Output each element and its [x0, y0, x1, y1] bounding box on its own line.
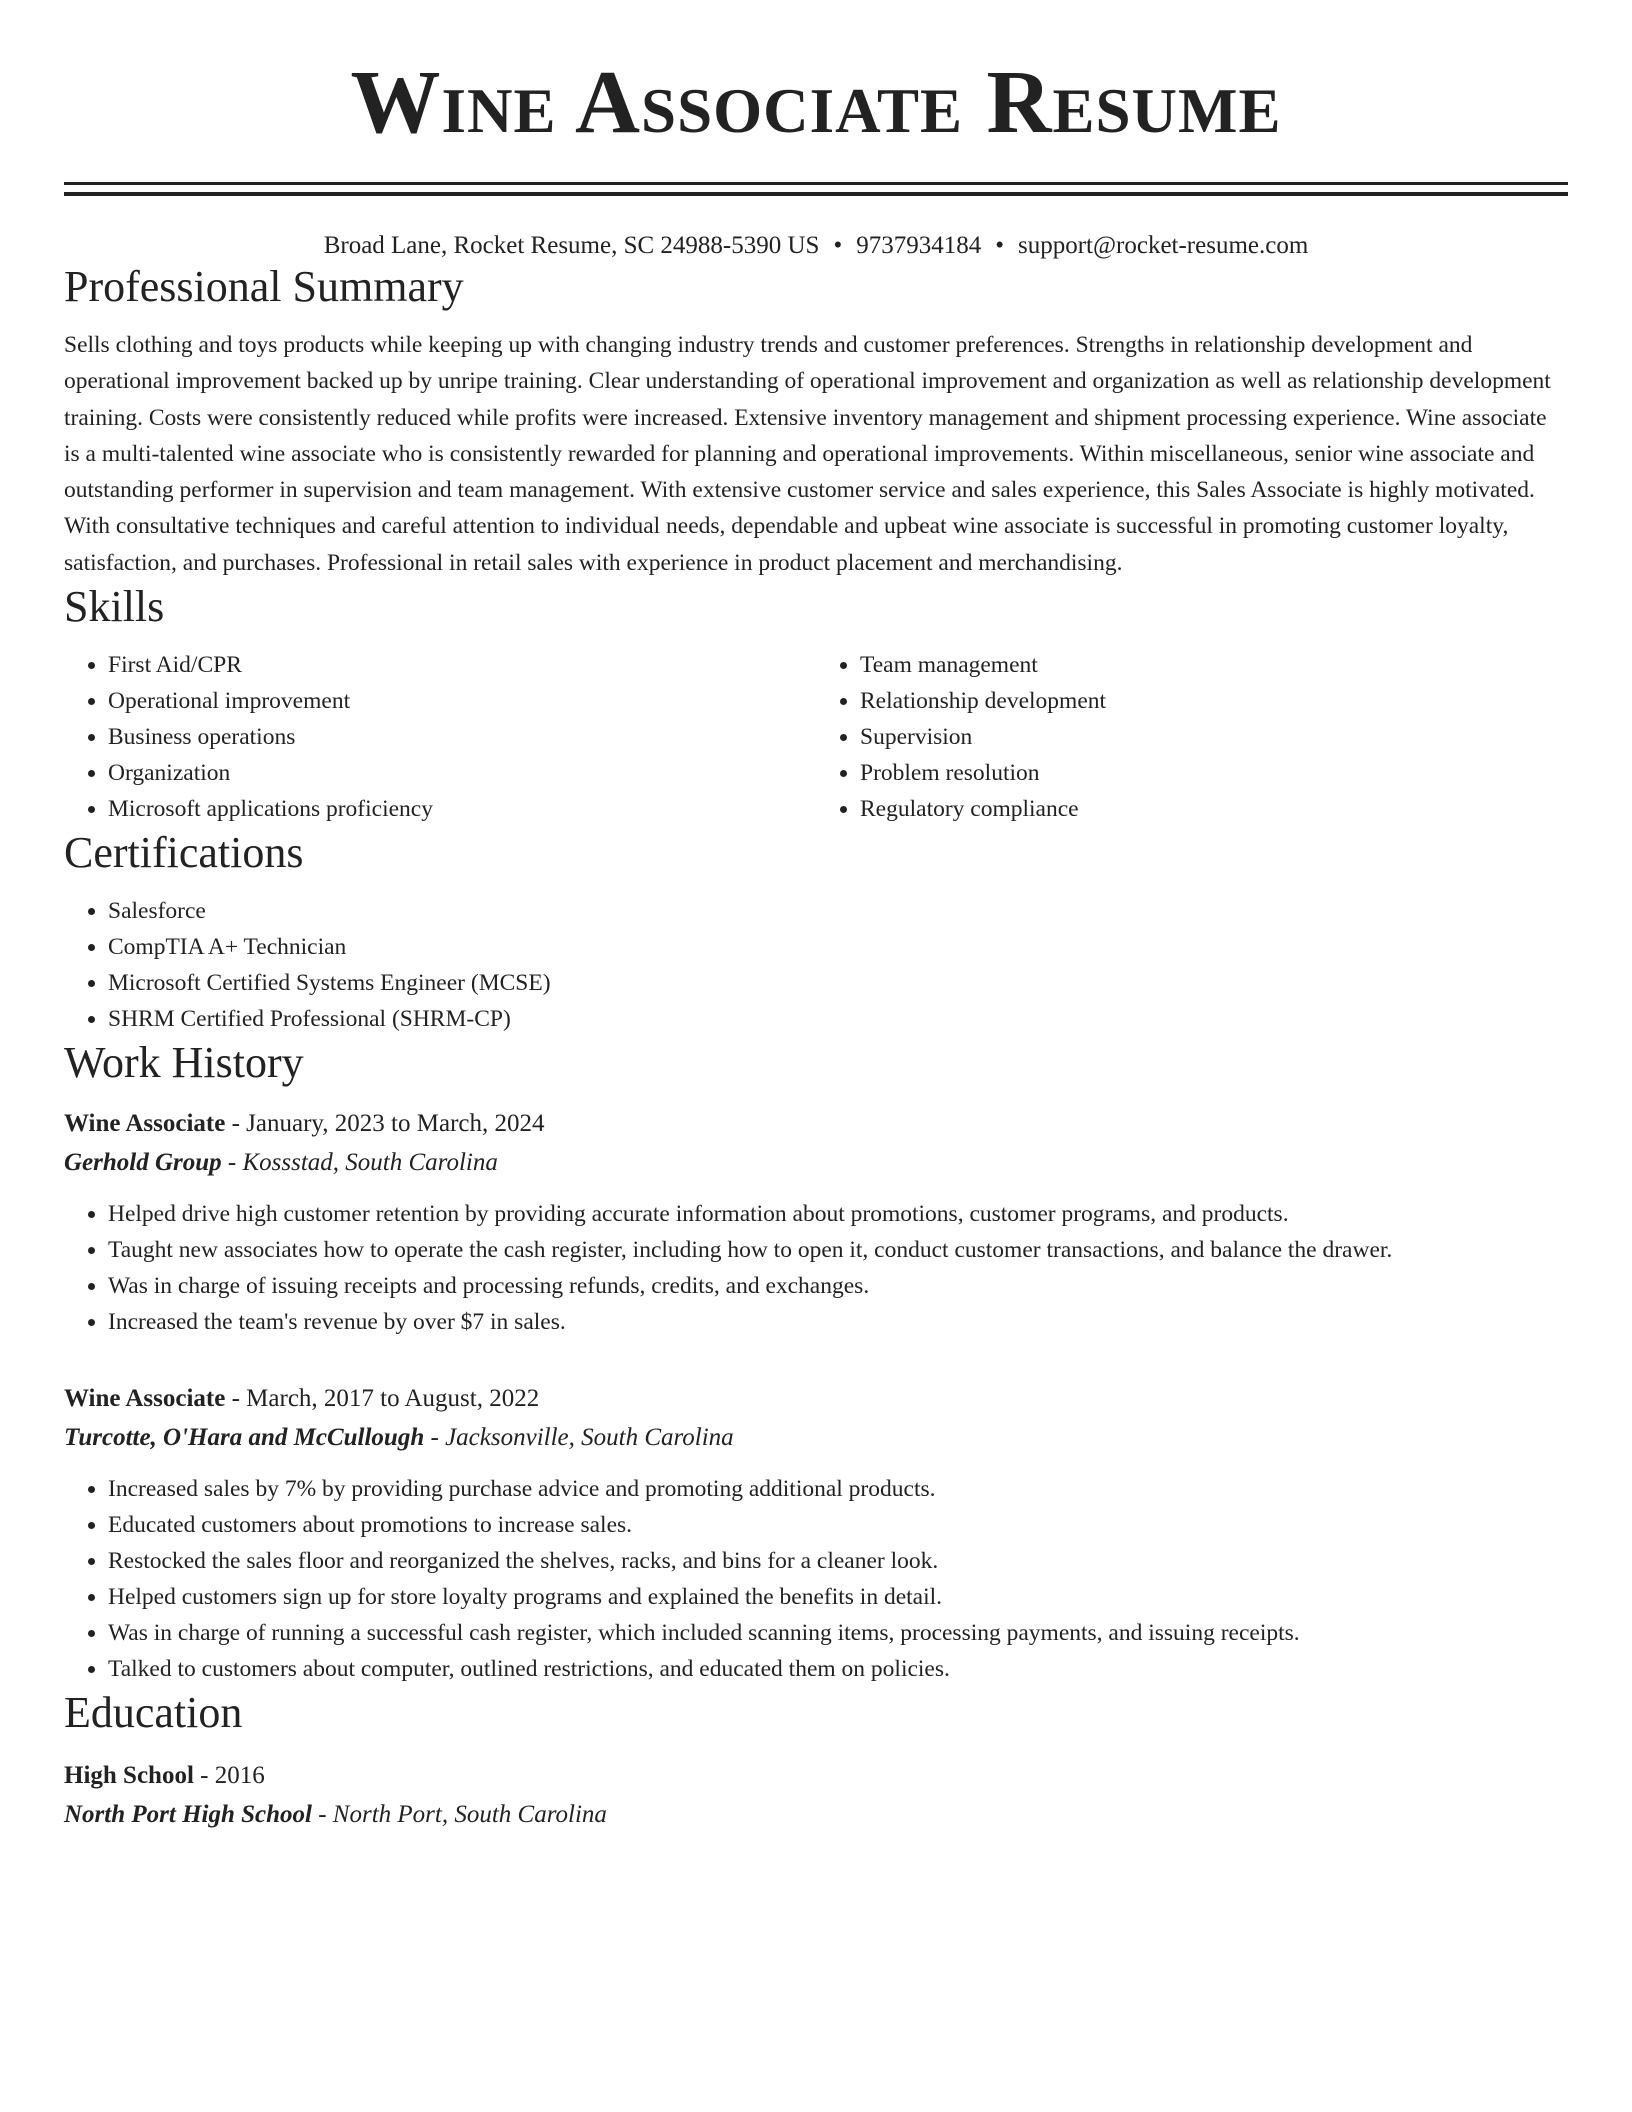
skills-heading: Skills	[64, 582, 165, 632]
job-location: - Kossstad, South Carolina	[221, 1149, 498, 1177]
job-title-line	[64, 1109, 1568, 1139]
list-item: • Taught new associates how to operate the cash register, including how to open it, conduct customer transactions, and balance the drawer.	[108, 1232, 1568, 1268]
list-item: • Relationship development	[860, 683, 1568, 719]
summary-heading: Professional Summary	[64, 262, 464, 311]
job-location: - Jacksonville, South Carolina	[424, 1424, 734, 1452]
list-item: • SHRM Certified Professional (SHRM-CP)	[108, 1001, 1568, 1037]
list-item: • Helped customers sign up for store loyalty programs and explained the benefits in detail.	[108, 1579, 1568, 1615]
education-school: North Port High School	[64, 1801, 312, 1829]
title-divider-bottom	[64, 192, 1568, 196]
certifications-list	[64, 893, 1568, 1037]
job-title: Wine Associate	[64, 1385, 226, 1413]
job-bullets	[64, 1196, 1568, 1340]
list-item: • Problem resolution	[860, 755, 1568, 791]
education-year: - 2016	[193, 1762, 265, 1790]
education-heading: Education	[64, 1688, 243, 1738]
list-item: • Microsoft Certified Systems Engineer (MCSE)	[108, 965, 1568, 1001]
contact-separator: •	[833, 232, 843, 259]
job-company-line	[64, 1423, 1568, 1453]
title-divider-top	[64, 182, 1568, 185]
job-bullets	[64, 1471, 1568, 1687]
list-item: • Restocked the sales floor and reorganized the shelves, racks, and bins for a cleaner look.	[108, 1543, 1568, 1579]
work-history-heading: Work History	[64, 1038, 304, 1088]
contact-line	[64, 231, 1568, 261]
education-school-line	[64, 1800, 1568, 1830]
job-dates: - January, 2023 to March, 2024	[225, 1110, 545, 1138]
skills-list-right	[816, 647, 1568, 827]
list-item: • Educated customers about promotions to increase sales.	[108, 1507, 1568, 1543]
job-entry	[64, 1384, 1568, 1687]
list-item: • Business operations	[108, 719, 816, 755]
list-item: • Team management	[860, 647, 1568, 683]
list-item: • Was in charge of running a successful cash register, which included scanning items, processing payments, and issuing receipts.	[108, 1615, 1568, 1651]
list-item: • Salesforce	[108, 893, 1568, 929]
list-item: • Increased the team's revenue by over $7 in sales.	[108, 1304, 1568, 1340]
job-company: Turcotte, O'Hara and McCullough	[64, 1424, 425, 1452]
certifications-heading: Certifications	[64, 828, 304, 878]
list-item: • CompTIA A+ Technician	[108, 929, 1568, 965]
list-item: • Was in charge of issuing receipts and processing refunds, credits, and exchanges.	[108, 1268, 1568, 1304]
list-item: • Increased sales by 7% by providing purchase advice and promoting additional products.	[108, 1471, 1568, 1507]
skills-columns	[64, 647, 1568, 827]
education-degree: High School	[64, 1762, 194, 1790]
job-title-line	[64, 1384, 1568, 1414]
list-item: • Operational improvement	[108, 683, 816, 719]
skills-list-left	[64, 647, 816, 827]
job-company: Gerhold Group	[64, 1149, 222, 1177]
list-item: • Organization	[108, 755, 816, 791]
education-location: - North Port, South Carolina	[311, 1801, 607, 1829]
list-item: • Talked to customers about computer, outlined restrictions, and educated them on policies.	[108, 1651, 1568, 1687]
list-item: • First Aid/CPR	[108, 647, 816, 683]
list-item: • Microsoft applications proficiency	[108, 791, 816, 827]
job-title: Wine Associate	[64, 1110, 226, 1138]
job-dates: - March, 2017 to August, 2022	[225, 1385, 540, 1413]
list-item: • Helped drive high customer retention by providing accurate information about promotions, customer programs, and products.	[108, 1196, 1568, 1232]
contact-email: support@rocket-resume.com	[1018, 232, 1309, 259]
summary-text: Sells clothing and toys products while keeping up with changing industry trends and customer preferences. Strengths in relationship development and operational improvement backed up by unripe training. Clear understanding of operational improvement and organization as well as relationship development training. Costs were consistently reduced while profits were increased. Extensive inventory management and shipment processing experience. Wine associate is a multi-talented wine associate who is consistently rewarded for planning and operational improvements. Within miscellaneous, senior wine associate and outstanding performer in supervision and team management. With extensive customer service and sales experience, this Sales Associate is highly motivated. With consultative techniques and careful attention to individual needs, dependable and upbeat wine associate is successful in promoting customer loyalty, satisfaction, and purchases. Professional in retail sales with experience in product placement and merchandising.	[64, 332, 1551, 576]
list-item: • Supervision	[860, 719, 1568, 755]
contact-separator: •	[995, 232, 1004, 259]
job-company-line	[64, 1148, 1568, 1178]
job-entry	[64, 1109, 1568, 1340]
contact-address: Broad Lane, Rocket Resume, SC 24988-5390 US	[323, 232, 820, 259]
page-title: Wine Associate Resume	[350, 53, 1282, 152]
list-item: • Regulatory compliance	[860, 791, 1568, 827]
contact-phone: 9737934184	[856, 232, 982, 259]
education-degree-line	[64, 1761, 1568, 1791]
